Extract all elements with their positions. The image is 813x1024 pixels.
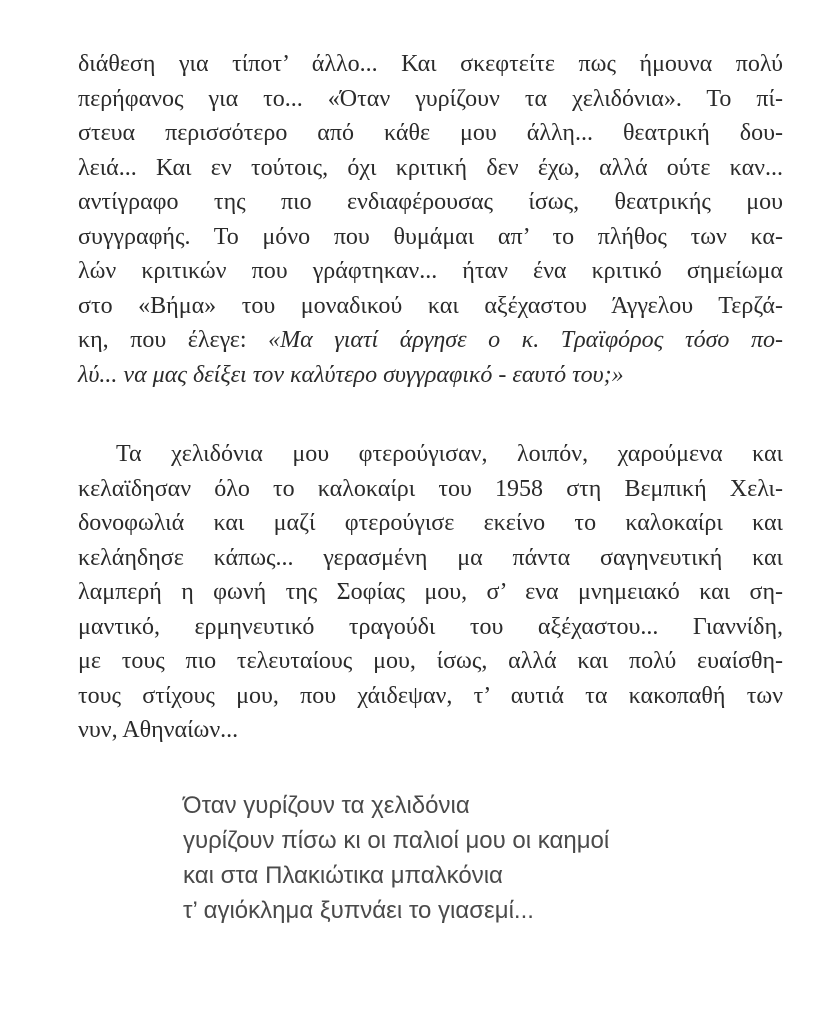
- text-line: Τα χελιδόνια μου φτερούγισαν, λοιπόν, χαρούμενα και: [116, 441, 783, 467]
- text-line: περήφανος για το... «Όταν γυρίζουν τα χελιδόνια». Το πί-: [78, 85, 783, 112]
- text-line: μαντικό, ερμηνευτικό τραγούδι του αξέχαστου... Γιαννίδη,: [78, 613, 783, 640]
- text-line: νυν, Αθηναίων...: [78, 717, 239, 743]
- text-line: λειά... Και εν τούτοις, όχι κριτική δεν έχω, αλλά ούτε καν...: [78, 154, 783, 181]
- poem-verse: [183, 788, 609, 928]
- italic-quote: «Μα γιατί άργησε ο κ. Τραϊφόρος τόσο πο-: [268, 327, 783, 353]
- poem-line: και στα Πλακιώτικα μπαλκόνια: [183, 862, 503, 889]
- poem-line: τ’ αγιόκλημα ξυπνάει το γιασεμί...: [183, 897, 534, 924]
- text-line: τους στίχους μου, που χάιδεψαν, τ’ αυτιά τα κακοπαθή των: [78, 682, 783, 709]
- text-line: στευα περισσότερο από κάθε μου άλλη... θεατρική δου-: [78, 120, 783, 146]
- text-line: κελαϊδησαν όλο το καλοκαίρι του 1958 στη Βεμπική Χελι-: [78, 475, 783, 502]
- text-line: συγγραφής. Το μόνο που θυμάμαι απ’ το πλήθος των κα-: [78, 223, 783, 250]
- text-segment: κη, που έλεγε:: [78, 327, 269, 353]
- text-line: αντίγραφο της πιο ενδιαφέρουσας ίσως, θεατρικής μου: [78, 189, 783, 215]
- text-line: με τους πιο τελευταίους μου, ίσως, αλλά και πολύ ευαίσθη-: [78, 648, 783, 674]
- text-line: στο «Βήμα» του μοναδικού και αξέχαστου Άγγελου Τερζά-: [78, 292, 783, 319]
- poem-line: Όταν γυρίζουν τα χελιδόνια: [183, 792, 470, 819]
- text-line: δονοφωλιά και μαζί φτερούγισε εκείνο το καλοκαίρι και: [78, 510, 783, 536]
- paragraph-2: [78, 437, 783, 748]
- text-line: λών κριτικών που γράφτηκαν... ήταν ένα κριτικό σημείωμα: [78, 258, 783, 284]
- italic-quote-line: λύ... να μας δείξει τον καλύτερο συγγραφικό - εαυτό του;»: [78, 361, 624, 388]
- paragraph-1: [78, 47, 783, 392]
- text-line: κελάηδησε κάπως... γερασμένη μα πάντα σαγηνευτική και: [78, 544, 783, 571]
- text-line: λαμπερή η φωνή της Σοφίας μου, σ’ ενα μνημειακό και ση-: [78, 579, 783, 605]
- poem-line: γυρίζουν πίσω κι οι παλιοί μου οι καημοί: [183, 827, 610, 854]
- text-line: [78, 323, 783, 358]
- text-line: διάθεση για τίποτ’ άλλο... Και σκεφτείτε πως ήμουνα πολύ: [78, 51, 783, 77]
